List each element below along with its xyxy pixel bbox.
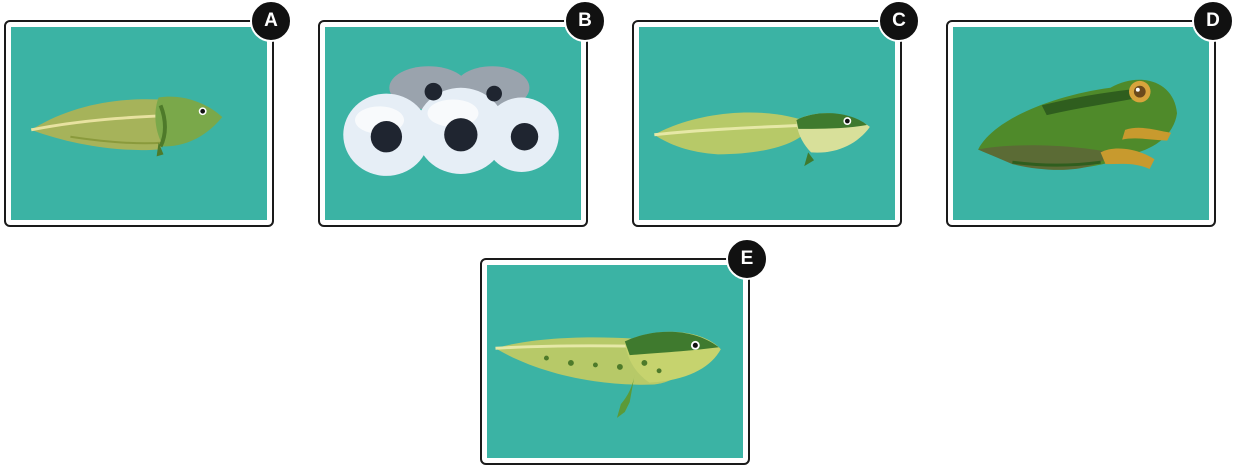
panel-c[interactable] — [632, 10, 906, 227]
young-tadpole-icon — [639, 27, 895, 220]
panel-c-image — [639, 27, 895, 220]
frog-eggs-icon — [325, 27, 581, 220]
label-c-badge: C — [878, 0, 920, 42]
adult-frog-icon — [953, 27, 1209, 220]
label-d-badge: D — [1192, 0, 1234, 42]
label-b-badge: B — [564, 0, 606, 42]
tadpole-with-back-legs-icon — [487, 265, 743, 458]
panel-b[interactable] — [318, 10, 592, 227]
panel-e-image — [487, 265, 743, 458]
panel-a[interactable] — [4, 10, 278, 227]
panel-e[interactable] — [480, 248, 754, 465]
panel-b-image — [325, 27, 581, 220]
panel-d-image — [953, 27, 1209, 220]
label-a-badge: A — [250, 0, 292, 42]
panel-a-image — [11, 27, 267, 220]
tadpole-with-front-legs-icon — [11, 27, 267, 220]
label-e-badge: E — [726, 238, 768, 280]
panel-d[interactable] — [946, 10, 1220, 227]
